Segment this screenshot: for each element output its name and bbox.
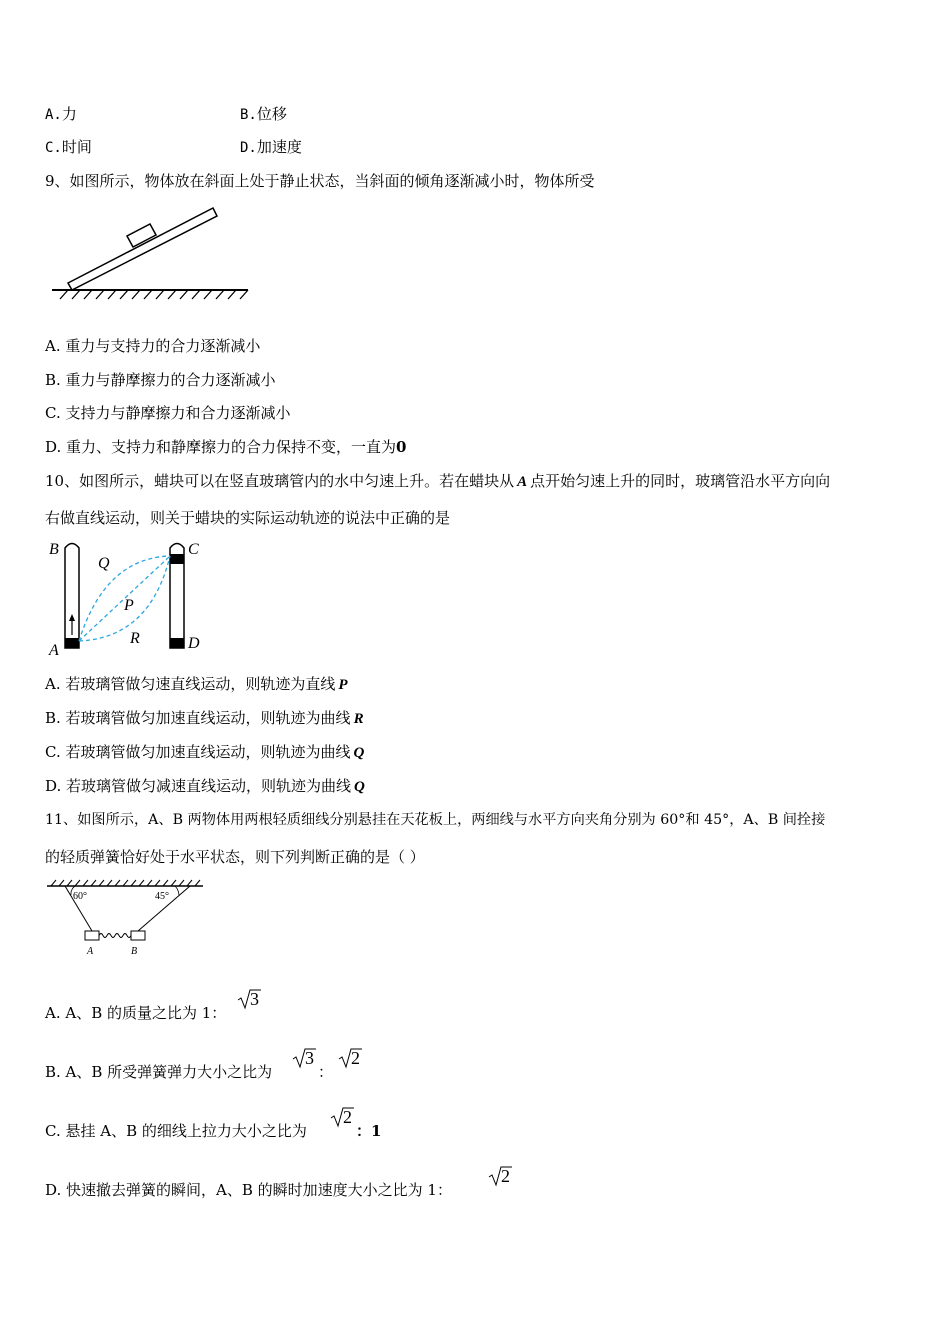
- q9-option-d-zero: 0: [396, 438, 407, 456]
- q9-option-a: A. 重力与支持力的合力逐渐减小: [45, 337, 261, 355]
- q10-fig-label-q: Q: [98, 555, 110, 572]
- q11-fig-label-a: A: [87, 946, 94, 957]
- q10-option-a: [45, 673, 348, 694]
- q10-tube-figure: [45, 538, 215, 658]
- q10-option-d-var: Q: [354, 779, 365, 795]
- q11-option-a: A. A、B 的质量之比为 1：: [45, 1004, 227, 1022]
- q10-fig-label-a: A: [49, 642, 59, 659]
- q11-option-a-radicand: 3: [250, 989, 259, 1009]
- q8-option-a-letter: A.: [45, 107, 62, 123]
- q8-option-c: [45, 136, 92, 157]
- q10-option-b: [45, 707, 364, 728]
- q11-option-b: B. A、B 所受弹簧弹力大小之比为: [45, 1063, 273, 1081]
- q10-option-b-var: R: [353, 711, 364, 727]
- q10-stem-line1: [45, 470, 830, 491]
- q11-fig-angle-60: 60°: [73, 891, 87, 902]
- q10-option-a-text: A. 若玻璃管做匀速直线运动，则轨迹为直线: [45, 675, 336, 693]
- q11-option-b-radicand-2: 2: [351, 1048, 360, 1068]
- q10-fig-label-r: R: [130, 630, 140, 647]
- q9-option-d: [45, 436, 406, 457]
- q8-option-b-letter: B.: [240, 107, 257, 123]
- q11-option-d-radicand: 2: [501, 1166, 510, 1186]
- q10-stem-point-a: A: [517, 474, 528, 490]
- q9-stem: 9、如图所示，物体放在斜面上处于静止状态，当斜面的倾角逐渐减小时，物体所受: [45, 172, 595, 190]
- q11-option-d: D. 快速撤去弹簧的瞬间，A、B 的瞬时加速度大小之比为 1：: [45, 1181, 452, 1199]
- q10-option-d-text: D. 若玻璃管做匀减速直线运动，则轨迹为曲线: [45, 777, 352, 795]
- q10-fig-label-b: B: [49, 541, 59, 558]
- q10-option-c-text: C. 若玻璃管做匀加速直线运动，则轨迹为曲线: [45, 743, 351, 761]
- q11-spring-figure: [45, 878, 210, 960]
- q8-option-c-letter: C.: [45, 140, 62, 156]
- q11-option-c-tail: ：1: [356, 1122, 382, 1140]
- q8-option-d-letter: D.: [240, 140, 257, 156]
- q10-fig-label-c: C: [188, 541, 199, 558]
- q10-option-c: [45, 741, 364, 762]
- q11-option-b-separator: ：: [318, 1063, 334, 1081]
- q10-stem-line2: 右做直线运动，则关于蜡块的实际运动轨迹的说法中正确的是: [45, 509, 451, 527]
- q11-option-b-radicand-3: 3: [305, 1048, 314, 1068]
- q10-option-d: [45, 775, 365, 796]
- q11-fig-label-b: B: [131, 946, 138, 957]
- q10-option-c-var: Q: [353, 745, 365, 761]
- q8-option-c-text: 时间: [61, 138, 92, 156]
- q11-option-c: C. 悬挂 A、B 的细线上拉力大小之比为: [45, 1122, 307, 1140]
- q10-stem-part1: 10、如图所示，蜡块可以在竖直玻璃管内的水中匀速上升。若在蜡块从: [45, 472, 515, 490]
- q10-option-a-var: P: [338, 677, 348, 693]
- q9-option-b: B. 重力与静摩擦力的合力逐渐减小: [45, 371, 276, 389]
- q9-incline-figure: [50, 205, 250, 300]
- q8-option-b: [240, 103, 287, 124]
- q9-option-c: C. 支持力与静摩擦力和合力逐渐减小: [45, 404, 291, 422]
- q11-stem-line2: 的轻质弹簧恰好处于水平状态，则下列判断正确的是（ ）: [45, 848, 425, 866]
- q10-fig-label-d: D: [188, 635, 200, 652]
- q11-stem-line1: 11、如图所示，A、B 两物体用两根轻质细线分别悬挂在天花板上，两细线与水平方向夹角分别为 60°和 45°，A、B 间拴接: [45, 812, 826, 828]
- q10-stem-part2: 点开始匀速上升的同时，玻璃管沿水平方向向: [530, 472, 831, 490]
- q8-option-a: [45, 103, 77, 124]
- q8-option-b-text: 位移: [256, 105, 287, 123]
- q11-fig-angle-45: 45°: [155, 891, 169, 902]
- q8-option-d: [240, 136, 302, 157]
- q11-option-c-radicand: 2: [343, 1107, 352, 1127]
- q8-option-d-text: 加速度: [256, 138, 302, 156]
- q8-option-a-text: 力: [61, 105, 77, 123]
- q10-fig-label-p: P: [124, 597, 134, 614]
- q10-option-b-text: B. 若玻璃管做匀加速直线运动，则轨迹为曲线: [45, 709, 351, 727]
- q9-option-d-text: D. 重力、支持力和静摩擦力的合力保持不变，一直为: [45, 438, 397, 456]
